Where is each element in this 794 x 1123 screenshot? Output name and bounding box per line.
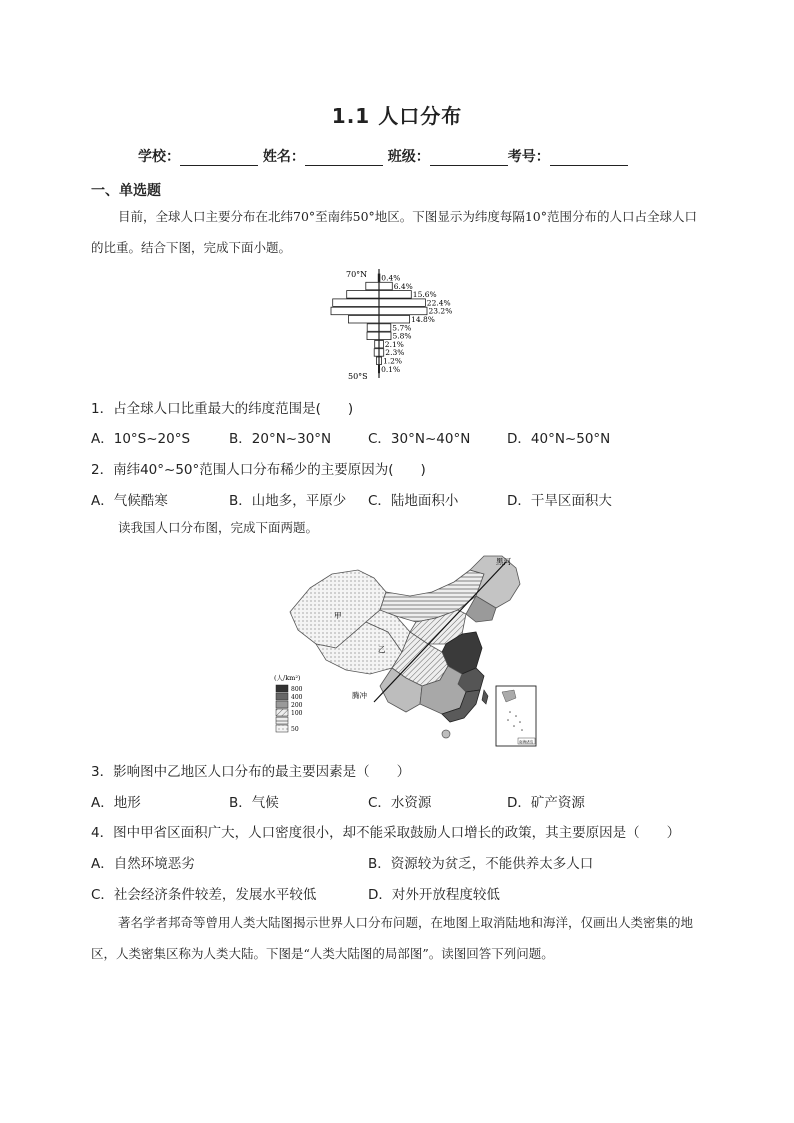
q1-option-a[interactable]: A．10°S~20°S (91, 431, 191, 447)
q2-option-a[interactable]: A．气候酷寒 (91, 493, 168, 509)
inset-label: 南海诸岛 (519, 740, 534, 744)
school-blank[interactable] (180, 151, 258, 166)
top-latitude-label: 70°N (346, 270, 368, 279)
yi-label: 乙 (378, 645, 386, 654)
hainan-island (442, 730, 450, 738)
legend-value-5: 50 (291, 726, 299, 733)
q4-option-d[interactable]: D．对外开放程度较低 (368, 887, 500, 903)
bar-value-label: 2.1% (384, 339, 404, 349)
name-label: 姓名： (262, 149, 305, 165)
bottom-latitude-label: 50°S (348, 372, 368, 381)
q4-option-a[interactable]: A．自然环境恶劣 (91, 856, 195, 872)
bar-value-label: 6.4% (393, 281, 413, 291)
legend-value-2: 400 (291, 694, 303, 701)
intro-paragraph-1: 目前，全球人口主要分布在北纬70°至南纬50°地区。下图显示为纬度每隔10°范围分布的人口占全球人口的比重。结合下图，完成下面小题。 (91, 209, 697, 255)
intro-paragraph-3: 著名学者邦奇等曾用人类大陆图揭示世界人口分布问题，在地图上取消陆地和海洋，仅画出人类密集的地区，人类密集区称为人类大陆。下图是“人类大陆图的局部图”。读图回答下列问题。 (91, 915, 694, 961)
q3-option-d[interactable]: D．矿产资源 (507, 795, 585, 811)
bar-value-label: 23.2% (428, 306, 453, 316)
bar-value-label: 1.2% (383, 356, 403, 366)
taiwan-island (482, 690, 488, 704)
q3-option-c[interactable]: C．水资源 (368, 795, 432, 811)
china-population-map (270, 552, 540, 748)
number-label: 考号： (507, 149, 550, 165)
name-blank[interactable] (305, 151, 383, 166)
q3-option-b[interactable]: B．气候 (229, 795, 279, 811)
heihe-label: 黑河 (496, 557, 511, 566)
legend-value-1: 800 (291, 686, 303, 693)
q4-option-c[interactable]: C．社会经济条件较差，发展水平较低 (91, 887, 317, 903)
jia-label: 甲 (334, 611, 342, 620)
student-info-line (138, 146, 628, 166)
legend-title: (人/km²) (274, 674, 301, 682)
page-title: 1.1 人口分布 (331, 104, 463, 128)
school-label: 学校： (138, 149, 180, 165)
bar-value-label: 2.3% (385, 348, 405, 358)
bar-value-label: 5.8% (392, 331, 412, 341)
q2-option-b[interactable]: B．山地多，平原少 (229, 493, 347, 509)
question-3: 3．影响图中乙地区人口分布的最主要因素是（ ） (91, 764, 411, 780)
q4-option-b[interactable]: B．资源较为贫乏，不能供养太多人口 (368, 856, 594, 872)
class-label: 班级： (387, 149, 430, 165)
tengchong-label: 腾冲 (352, 691, 367, 700)
q1-option-d[interactable]: D．40°N~50°N (507, 431, 611, 447)
question-2: 2．南纬40°~50°范围人口分布稀少的主要原因为( ) (91, 462, 426, 478)
intro-paragraph-2: 读我国人口分布图，完成下面两题。 (118, 520, 319, 535)
q3-option-a[interactable]: A．地形 (91, 795, 141, 811)
bar-value-label: 0.4% (381, 273, 401, 283)
section-heading: 一、单选题 (91, 183, 161, 199)
density-legend (276, 685, 303, 733)
q2-option-d[interactable]: D．干旱区面积大 (507, 493, 612, 509)
q1-option-c[interactable]: C．30°N~40°N (368, 431, 471, 447)
bar-value-label: 0.1% (381, 364, 401, 374)
bar-value-label: 14.8% (411, 315, 435, 324)
bar-value-label: 15.6% (412, 290, 437, 300)
question-4: 4．图中甲省区面积广大，人口密度很小，却不能采取鼓励人口增长的政策，其主要原因是（ ） (91, 825, 681, 841)
bar-value-label: 5.7% (392, 323, 412, 333)
legend-value-3: 200 (291, 702, 303, 709)
number-blank[interactable] (550, 151, 628, 166)
class-blank[interactable] (430, 151, 508, 166)
q1-option-b[interactable]: B．20°N~30°N (229, 431, 332, 447)
q2-option-c[interactable]: C．陆地面积小 (368, 493, 459, 509)
legend-value-4: 100 (291, 710, 303, 717)
latitude-population-chart (290, 266, 520, 382)
bar-value-label: 22.4% (426, 298, 451, 308)
question-1: 1．占全球人口比重最大的纬度范围是( ) (91, 401, 354, 417)
